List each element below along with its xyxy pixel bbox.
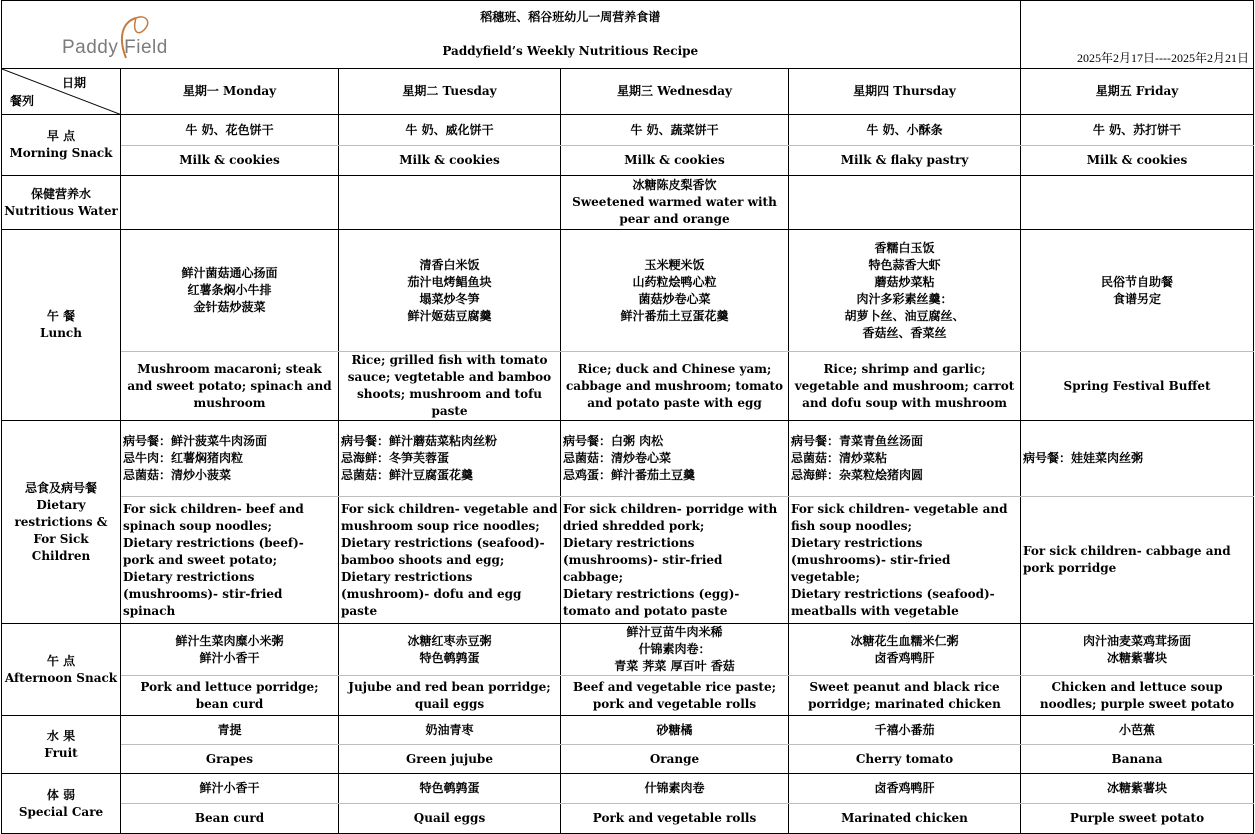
header-blank [1021,1,1254,35]
afternoon-snack-en: Jujube and red bean porridge; quail eggs [339,676,561,716]
special-care-cn: 特色鹌鹑蛋 [339,774,561,804]
dietary-cn: 病号餐：娃娃菜肉丝粥 [1021,421,1254,497]
lunch-en: Rice; duck and Chinese yam; cabbage and mushroom; tomato and potato paste with egg [561,352,789,421]
special-care-en: Purple sweet potato [1021,804,1254,834]
meal-label-fruit: 水 果 Fruit [2,716,121,774]
special-care-cn: 什锦素肉卷 [561,774,789,804]
afternoon-snack-en: Chicken and lettuce soup noodles; purple sweet potato [1021,676,1254,716]
morning-snack-en: Milk & cookies [561,146,789,176]
dietary-cn: 病号餐：青菜青鱼丝汤面 忌菌菇：清炒菜粘 忌海鲜：杂菜粒烩猪肉圆 [789,421,1021,497]
morning-snack-cn: 牛 奶、蔬菜饼干 [561,115,789,146]
date-range: 2025年2月17日----2025年2月21日 [1077,51,1250,65]
lunch-en: Rice; grilled fish with tomato sauce; vegtetable and bamboo shoots; mushroom and tofu paste [339,352,561,421]
dietary-cn: 病号餐：白粥 肉松 忌菌菇：清炒卷心菜 忌鸡蛋：鲜汁番茄土豆羹 [561,421,789,497]
date-range-cell [1021,35,1254,69]
afternoon-snack-en: Beef and vegetable rice paste; pork and vegetable rolls [561,676,789,716]
morning-snack-cn: 牛 奶、花色饼干 [121,115,339,146]
special-care-en: Marinated chicken [789,804,1021,834]
fruit-cn: 小芭蕉 [1021,716,1254,745]
fruit-en: Grapes [121,745,339,774]
dietary-en: For sick children- cabbage and pork porridge [1021,497,1254,624]
lunch-cn: 鲜汁菌菇通心扬面 红薯条焖小牛排 金针菇炒菠菜 [121,230,339,352]
fruit-en: Cherry tomato [789,745,1021,774]
nutritious-water-cell [1021,176,1254,230]
corner-header [2,69,121,115]
dietary-cn: 病号餐：鲜汁蘑菇菜粘肉丝粉 忌海鲜：冬笋芙蓉蛋 忌菌菇：鲜汁豆腐蛋花羹 [339,421,561,497]
nutritious-water-cell [121,176,339,230]
morning-snack-cn: 牛 奶、威化饼干 [339,115,561,146]
day-header: 星期五 Friday [1021,69,1254,115]
day-header: 星期一 Monday [121,69,339,115]
special-care-en: Bean curd [121,804,339,834]
lunch-cn: 玉米粳米饭 山药粒烩鸭心粒 菌菇炒卷心菜 鲜汁番茄土豆蛋花羹 [561,230,789,352]
special-care-cn: 鲜汁小香干 [121,774,339,804]
afternoon-snack-cn: 冰糖花生血糯米仁粥 卤香鸡鸭肝 [789,624,1021,676]
fruit-en: Green jujube [339,745,561,774]
afternoon-snack-cn: 鲜汁生菜肉糜小米粥 鲜汁小香干 [121,624,339,676]
afternoon-snack-en: Sweet peanut and black rice porridge; marinated chicken [789,676,1021,716]
recipe-table [1,0,1254,834]
fruit-en: Banana [1021,745,1254,774]
page-title-cn: 稻穗班、稻谷班幼儿一周营养食谱 [121,1,1021,35]
nutritious-water-cell: 冰糖陈皮梨香饮 Sweetened warmed water with pear and orange [561,176,789,230]
lunch-en: Rice; shrimp and garlic; vegetable and mushroom; carrot and dofu soup with mushroom [789,352,1021,421]
nutritious-water-cell [339,176,561,230]
morning-snack-en: Milk & cookies [1021,146,1254,176]
dietary-en: For sick children- vegetable and fish soup noodles; Dietary restrictions (mushrooms)- stir-fried vegetable; Dietary restrictions (seafood)- meatballs with vegetable [789,497,1021,624]
afternoon-snack-cn: 冰糖红枣赤豆粥 特色鹌鹑蛋 [339,624,561,676]
afternoon-snack-en: Pork and lettuce porridge; bean curd [121,676,339,716]
corner-meal-label: 餐列 [10,94,35,108]
dietary-en: For sick children- beef and spinach soup noodles; Dietary restrictions (beef)- pork and sweet potato; Dietary restrictions (mushrooms)- stir-fried spinach [121,497,339,624]
dietary-en: For sick children- vegetable and mushroom soup rice noodles; Dietary restrictions (seafood)- bamboo shoots and egg; Dietary restrictions (mushroom)- dofu and egg paste [339,497,561,624]
morning-snack-cn: 牛 奶、小酥条 [789,115,1021,146]
lunch-cn: 香糯白玉饭 特色蒜香大虾 蘑菇炒菜粘 肉汁多彩素丝羹： 胡萝卜丝、油豆腐丝、 香菇丝、香菜丝 [789,230,1021,352]
morning-snack-en: Milk & cookies [339,146,561,176]
special-care-en: Quail eggs [339,804,561,834]
afternoon-snack-cn: 鲜汁豆苗牛肉米稀 什锦素肉卷： 青菜 荠菜 厚百叶 香菇 [561,624,789,676]
page-title-en: Paddyfield’s Weekly Nutritious Recipe [121,35,1021,69]
lunch-en: Mushroom macaroni; steak and sweet potato; spinach and mushroom [121,352,339,421]
special-care-cn: 冰糖紫薯块 [1021,774,1254,804]
lunch-cn: 民俗节自助餐 食谱另定 [1021,230,1254,352]
morning-snack-en: Milk & flaky pastry [789,146,1021,176]
lunch-cn: 清香白米饭 茄汁电烤鲳鱼块 塌菜炒冬笋 鲜汁姬菇豆腐羹 [339,230,561,352]
morning-snack-en: Milk & cookies [121,146,339,176]
special-care-cn: 卤香鸡鸭肝 [789,774,1021,804]
morning-snack-cn: 牛 奶、苏打饼干 [1021,115,1254,146]
meal-label-lunch: 午 餐 Lunch [2,230,121,421]
fruit-en: Orange [561,745,789,774]
fruit-cn: 砂糖橘 [561,716,789,745]
logo-text: Paddy Field [62,37,168,58]
day-header: 星期二 Tuesday [339,69,561,115]
afternoon-snack-cn: 肉汁油麦菜鸡茸扬面 冰糖紫薯块 [1021,624,1254,676]
lunch-en: Spring Festival Buffet [1021,352,1254,421]
day-header: 星期三 Wednesday [561,69,789,115]
special-care-en: Pork and vegetable rolls [561,804,789,834]
meal-label-nutritious-water: 保健营养水 Nutritious Water [2,176,121,230]
fruit-cn: 奶油青枣 [339,716,561,745]
meal-label-afternoon-snack: 午 点 Afternoon Snack [2,624,121,716]
meal-label-special-care: 体 弱 Special Care [2,774,121,834]
fruit-cn: 千禧小番茄 [789,716,1021,745]
fruit-cn: 青提 [121,716,339,745]
nutritious-water-cell [789,176,1021,230]
dietary-en: For sick children- porridge with dried shredded pork; Dietary restrictions (mushrooms)- stir-fried cabbage; Dietary restrictions (egg)- tomato and potato paste [561,497,789,624]
meal-label-morning-snack: 早 点 Morning Snack [2,115,121,176]
paddyfield-logo [52,8,182,64]
day-header: 星期四 Thursday [789,69,1021,115]
corner-date-label: 日期 [61,76,86,90]
meal-label-dietary: 忌食及病号餐 Dietary restrictions & For Sick Children [2,421,121,624]
dietary-cn: 病号餐：鲜汁菠菜牛肉汤面 忌牛肉：红薯焖猪肉粒 忌菌菇：清炒小菠菜 [121,421,339,497]
